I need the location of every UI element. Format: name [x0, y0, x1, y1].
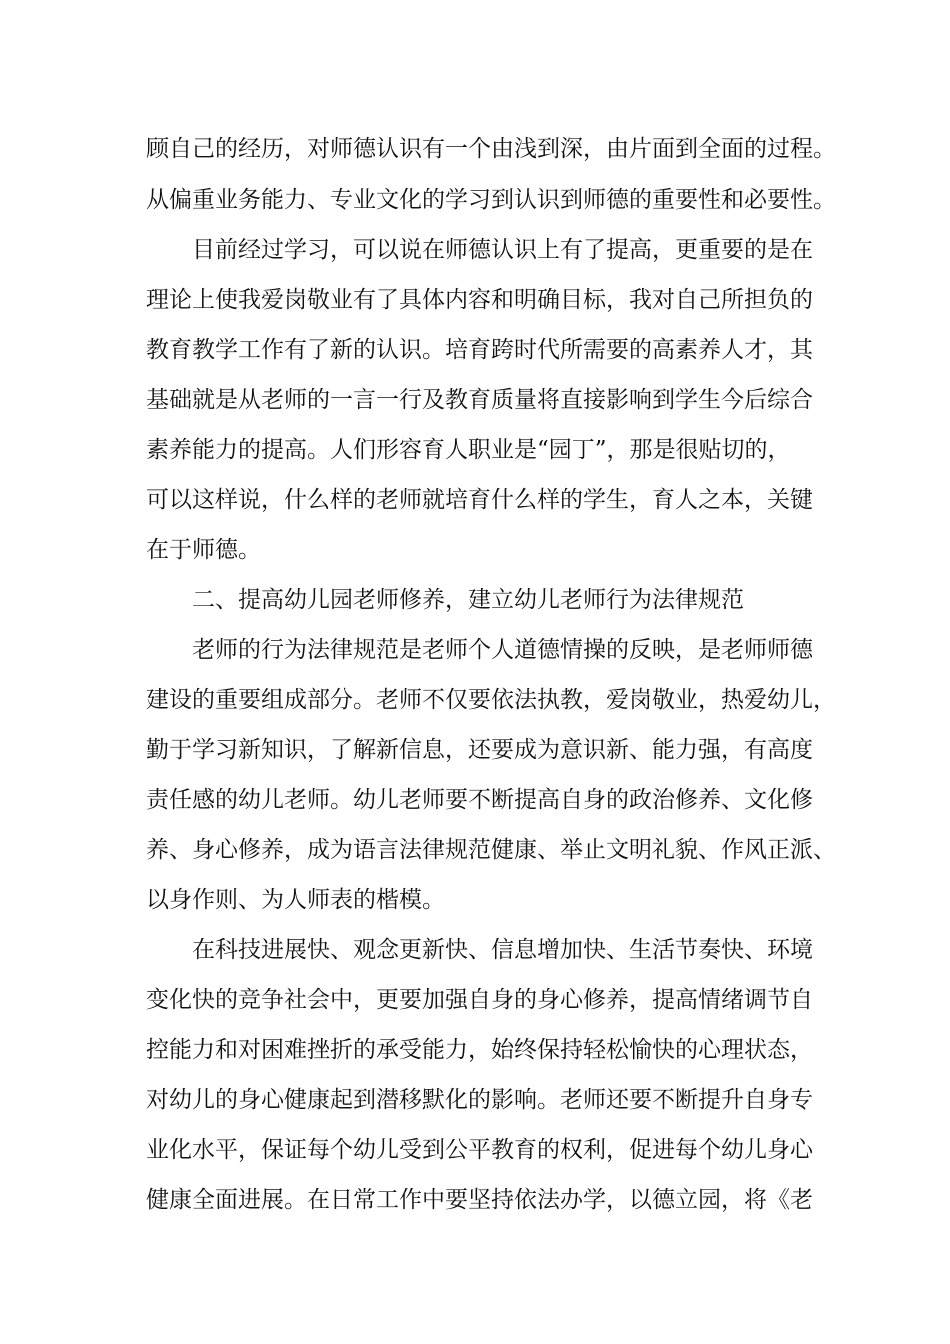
text-line: 素养能力的提高。人们形容育人职业是“园丁”，那是很贴切的，: [146, 437, 791, 463]
text-line: 顾自己的经历，对师德认识有一个由浅到深，由片面到全面的过程。: [146, 136, 836, 162]
text-line: 目前经过学习，可以说在师德认识上有了提高，更重要的是在: [192, 237, 813, 263]
text-line: 基础就是从老师的一言一行及教育质量将直接影响到学生今后综合: [146, 387, 813, 413]
text-line: 教育教学工作有了新的认识。培育跨时代所需要的高素养人才，其: [146, 337, 813, 363]
text-line: 在科技进展快、观念更新快、信息增加快、生活节奏快、环境: [192, 937, 813, 963]
text-line: 对幼儿的身心健康起到潜移默化的影响。老师还要不断提升自身专: [146, 1087, 813, 1113]
text-line: 业化水平，保证每个幼儿受到公平教育的权利，促进每个幼儿身心: [146, 1137, 813, 1163]
text-line: 以身作则、为人师表的楷模。: [146, 887, 445, 913]
text-line: 在于师德。: [146, 537, 261, 563]
text-line: 可以这样说，什么样的老师就培育什么样的学生，育人之本，关键: [146, 487, 813, 513]
text-line: 勤于学习新知识，了解新信息，还要成为意识新、能力强，有高度: [146, 737, 813, 763]
text-line: 健康全面进展。在日常工作中要坚持依法办学，以德立园，将《老: [146, 1187, 813, 1213]
section-heading: 二、提高幼儿园老师修养，建立幼儿老师行为法律规范: [192, 587, 744, 613]
text-line: 老师的行为法律规范是老师个人道德情操的反映，是老师师德: [192, 637, 813, 663]
text-line: 控能力和对困难挫折的承受能力，始终保持轻松愉快的心理状态，: [146, 1037, 813, 1063]
text-line: 理论上使我爱岗敬业有了具体内容和明确目标，我对自己所担负的: [146, 287, 813, 313]
text-line: 变化快的竞争社会中，更要加强自身的身心修养，提高情绪调节自: [146, 987, 813, 1013]
text-line: 从偏重业务能力、专业文化的学习到认识到师德的重要性和必要性。: [146, 187, 836, 213]
text-line: 建设的重要组成部分。老师不仅要依法执教，爱岗敬业，热爱幼儿，: [146, 687, 836, 713]
text-line: 养、身心修养，成为语言法律规范健康、举止文明礼貌、作风正派、: [146, 837, 836, 863]
text-line: 责任感的幼儿老师。幼儿老师要不断提高自身的政治修养、文化修: [146, 787, 813, 813]
